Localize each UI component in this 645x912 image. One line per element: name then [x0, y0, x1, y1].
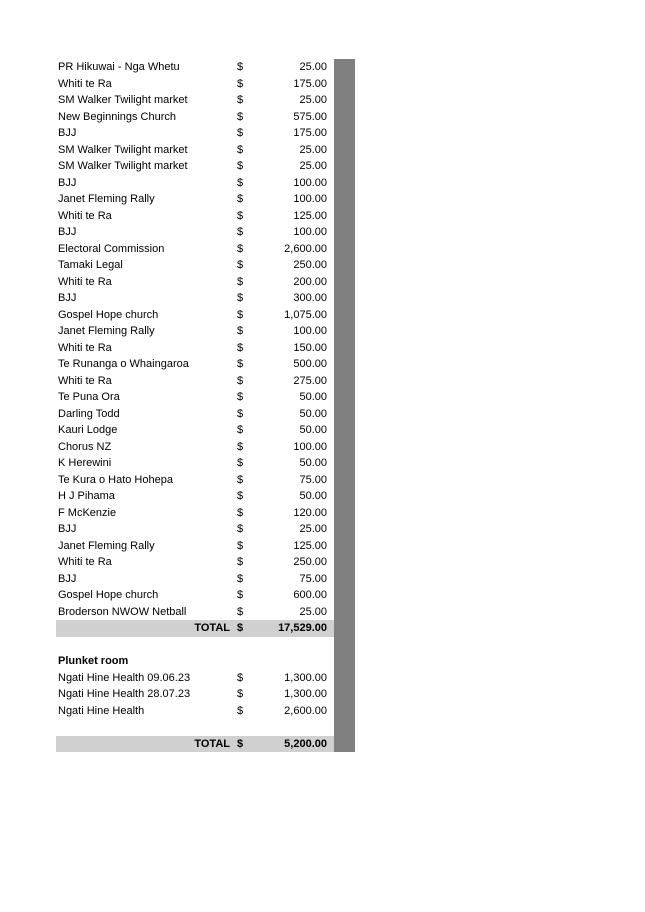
- table-row: [56, 538, 355, 555]
- table-row: [56, 191, 355, 208]
- row-name: BJJ: [58, 523, 77, 535]
- currency-symbol: $: [237, 572, 244, 585]
- row-amount: 25.00: [299, 61, 327, 73]
- grey-column-cell: [334, 686, 355, 703]
- row-amount: 2,600.00: [284, 704, 327, 717]
- grey-column-cell: [334, 109, 355, 126]
- section2-list: [56, 670, 355, 720]
- row-amount: 50.00: [299, 490, 327, 502]
- table-row: [56, 257, 355, 274]
- grey-column-cell: [334, 76, 355, 93]
- row-name: Ngati Hine Health: [58, 704, 145, 717]
- blank-row: [56, 719, 355, 736]
- row-amount: 175.00: [293, 77, 327, 90]
- section1-total-row: [56, 620, 355, 637]
- grey-column-cell: [334, 538, 355, 555]
- currency-symbol: $: [237, 704, 244, 717]
- currency-symbol: $: [237, 424, 244, 436]
- grey-column-cell: [334, 505, 355, 522]
- table-row: [56, 686, 355, 703]
- table-row: [56, 142, 355, 159]
- grey-column-cell: [334, 158, 355, 175]
- table-row: [56, 208, 355, 225]
- row-amount: 250.00: [293, 259, 327, 271]
- table-row: [56, 389, 355, 406]
- grey-column-cell: [334, 274, 355, 291]
- currency-symbol: $: [237, 671, 244, 684]
- grey-column-cell: [334, 59, 355, 76]
- row-amount: 175.00: [293, 127, 327, 139]
- row-amount: 575.00: [293, 110, 327, 123]
- row-name: BJJ: [58, 292, 77, 304]
- row-amount: 50.00: [299, 457, 327, 469]
- currency-symbol: $: [237, 622, 244, 634]
- currency-symbol: $: [237, 457, 244, 469]
- row-name: SM Walker Twilight market: [58, 143, 188, 156]
- grey-column-cell: [334, 670, 355, 687]
- currency-symbol: $: [237, 539, 244, 552]
- currency-symbol: $: [237, 506, 244, 519]
- row-amount: 50.00: [299, 424, 327, 436]
- currency-symbol: $: [237, 94, 244, 106]
- row-name: Whiti te Ra: [58, 374, 112, 387]
- currency-symbol: $: [237, 110, 244, 123]
- table-row: [56, 59, 355, 76]
- row-name: Te Puna Ora: [58, 391, 120, 403]
- grey-column-cell: [334, 554, 355, 571]
- table-row: [56, 373, 355, 390]
- currency-symbol: $: [237, 440, 244, 453]
- row-name: Whiti te Ra: [58, 77, 112, 90]
- section2-heading-row: [56, 653, 355, 670]
- row-name: BJJ: [58, 176, 77, 189]
- row-amount: 1,300.00: [284, 688, 327, 700]
- row-name: Darling Todd: [58, 407, 120, 420]
- row-amount: 100.00: [293, 325, 327, 337]
- row-amount: 50.00: [299, 391, 327, 403]
- row-name: BJJ: [58, 226, 77, 238]
- row-name: Ngati Hine Health 28.07.23: [58, 688, 191, 700]
- currency-symbol: $: [237, 127, 244, 139]
- row-amount: 600.00: [293, 589, 327, 601]
- table-row: [56, 587, 355, 604]
- grey-column-cell: [334, 323, 355, 340]
- grey-column-cell: [334, 92, 355, 109]
- row-amount: 1,300.00: [284, 671, 327, 684]
- grey-column-cell: [334, 241, 355, 258]
- currency-symbol: $: [237, 589, 244, 601]
- table-row: [56, 241, 355, 258]
- grey-column-cell: [334, 521, 355, 538]
- currency-symbol: $: [237, 226, 244, 238]
- row-amount: 25.00: [299, 143, 327, 156]
- currency-symbol: $: [237, 605, 244, 618]
- table-row: [56, 472, 355, 489]
- row-amount: 200.00: [293, 275, 327, 288]
- currency-symbol: $: [237, 275, 244, 288]
- grey-column-cell: [334, 191, 355, 208]
- spreadsheet-page: [56, 59, 355, 752]
- currency-symbol: $: [237, 193, 244, 205]
- total-amount: 17,529.00: [278, 622, 327, 634]
- row-amount: 50.00: [299, 407, 327, 420]
- row-name: Te Runanga o Whaingaroa: [58, 358, 189, 370]
- row-name: PR Hikuwai - Nga Whetu: [58, 61, 180, 73]
- table-row: [56, 455, 355, 472]
- grey-column-cell: [334, 637, 355, 654]
- grey-column-cell: [334, 719, 355, 736]
- row-name: BJJ: [58, 127, 77, 139]
- grey-column-cell: [334, 455, 355, 472]
- row-amount: 300.00: [293, 292, 327, 304]
- table-row: [56, 670, 355, 687]
- row-amount: 250.00: [293, 556, 327, 568]
- row-amount: 25.00: [299, 605, 327, 618]
- grey-column-cell: [334, 142, 355, 159]
- grey-column-cell: [334, 736, 355, 753]
- currency-symbol: $: [237, 242, 244, 255]
- table-row: [56, 703, 355, 720]
- table-row: [56, 274, 355, 291]
- total-label: TOTAL: [194, 737, 230, 750]
- grey-column-cell: [334, 175, 355, 192]
- grey-column-cell: [334, 604, 355, 621]
- row-name: Whiti te Ra: [58, 341, 112, 354]
- grey-column-cell: [334, 653, 355, 670]
- row-name: Tamaki Legal: [58, 259, 123, 271]
- row-amount: 125.00: [293, 539, 327, 552]
- row-name: Whiti te Ra: [58, 209, 112, 222]
- row-amount: 75.00: [299, 473, 327, 486]
- grey-column-cell: [334, 571, 355, 588]
- row-amount: 25.00: [299, 160, 327, 172]
- table-row: [56, 92, 355, 109]
- row-name: Janet Fleming Rally: [58, 193, 155, 205]
- row-name: H J Pihama: [58, 490, 115, 502]
- row-name: Te Kura o Hato Hohepa: [58, 473, 173, 486]
- currency-symbol: $: [237, 341, 244, 354]
- row-name: BJJ: [58, 572, 77, 585]
- table-row: [56, 505, 355, 522]
- row-amount: 275.00: [293, 374, 327, 387]
- currency-symbol: $: [237, 490, 244, 502]
- row-amount: 2,600.00: [284, 242, 327, 255]
- row-name: Janet Fleming Rally: [58, 325, 155, 337]
- grey-column-cell: [334, 373, 355, 390]
- blank-row: [56, 637, 355, 654]
- grey-column-cell: [334, 439, 355, 456]
- currency-symbol: $: [237, 407, 244, 420]
- row-amount: 100.00: [293, 226, 327, 238]
- table-row: [56, 307, 355, 324]
- currency-symbol: $: [237, 209, 244, 222]
- grey-column-cell: [334, 356, 355, 373]
- table-row: [56, 521, 355, 538]
- row-name: Gospel Hope church: [58, 308, 159, 321]
- table-row: [56, 158, 355, 175]
- table-row: [56, 422, 355, 439]
- currency-symbol: $: [237, 77, 244, 90]
- row-name: Ngati Hine Health 09.06.23: [58, 671, 191, 684]
- section-heading: Plunket room: [58, 655, 129, 667]
- grey-column-cell: [334, 620, 355, 637]
- grey-column-cell: [334, 472, 355, 489]
- table-row: [56, 406, 355, 423]
- row-amount: 25.00: [299, 94, 327, 106]
- currency-symbol: $: [237, 308, 244, 321]
- currency-symbol: $: [237, 160, 244, 172]
- row-name: New Beginnings Church: [58, 110, 177, 123]
- currency-symbol: $: [237, 523, 244, 535]
- currency-symbol: $: [237, 325, 244, 337]
- row-amount: 100.00: [293, 176, 327, 189]
- grey-column-cell: [334, 208, 355, 225]
- row-amount: 125.00: [293, 209, 327, 222]
- table-row: [56, 488, 355, 505]
- row-name: K Herewini: [58, 457, 112, 469]
- grey-column-cell: [334, 257, 355, 274]
- table-row: [56, 439, 355, 456]
- currency-symbol: $: [237, 737, 244, 750]
- row-name: SM Walker Twilight market: [58, 160, 188, 172]
- row-amount: 150.00: [293, 341, 327, 354]
- grey-column-cell: [334, 587, 355, 604]
- section2-total-row: [56, 736, 355, 753]
- row-amount: 1,075.00: [284, 308, 327, 321]
- row-name: Electoral Commission: [58, 242, 165, 255]
- currency-symbol: $: [237, 473, 244, 486]
- row-amount: 100.00: [293, 440, 327, 453]
- row-name: SM Walker Twilight market: [58, 94, 188, 106]
- grey-column-cell: [334, 340, 355, 357]
- table-row: [56, 604, 355, 621]
- total-label: TOTAL: [194, 622, 230, 634]
- currency-symbol: $: [237, 374, 244, 387]
- grey-column-cell: [334, 389, 355, 406]
- table-row: [56, 125, 355, 142]
- grey-column-cell: [334, 406, 355, 423]
- table-row: [56, 175, 355, 192]
- table-row: [56, 76, 355, 93]
- row-name: Kauri Lodge: [58, 424, 118, 436]
- row-amount: 120.00: [293, 506, 327, 519]
- currency-symbol: $: [237, 556, 244, 568]
- table-row: [56, 290, 355, 307]
- row-name: Broderson NWOW Netball: [58, 605, 187, 618]
- row-amount: 500.00: [293, 358, 327, 370]
- currency-symbol: $: [237, 176, 244, 189]
- row-name: Janet Fleming Rally: [58, 539, 155, 552]
- table-row: [56, 356, 355, 373]
- grey-column-cell: [334, 703, 355, 720]
- row-name: F McKenzie: [58, 506, 117, 519]
- grey-column-cell: [334, 290, 355, 307]
- table-row: [56, 554, 355, 571]
- table-row: [56, 224, 355, 241]
- currency-symbol: $: [237, 143, 244, 156]
- row-amount: 100.00: [293, 193, 327, 205]
- grey-column-cell: [334, 422, 355, 439]
- row-name: Whiti te Ra: [58, 275, 112, 288]
- table-row: [56, 323, 355, 340]
- currency-symbol: $: [237, 688, 244, 700]
- currency-symbol: $: [237, 358, 244, 370]
- row-name: Whiti te Ra: [58, 556, 112, 568]
- row-name: Gospel Hope church: [58, 589, 159, 601]
- currency-symbol: $: [237, 259, 244, 271]
- currency-symbol: $: [237, 292, 244, 304]
- row-amount: 25.00: [299, 523, 327, 535]
- grey-column-cell: [334, 125, 355, 142]
- table-row: [56, 340, 355, 357]
- total-amount: 5,200.00: [284, 737, 327, 750]
- section1-list: [56, 59, 355, 620]
- table-row: [56, 571, 355, 588]
- grey-column-cell: [334, 307, 355, 324]
- grey-column-cell: [334, 488, 355, 505]
- grey-column-cell: [334, 224, 355, 241]
- row-amount: 75.00: [299, 572, 327, 585]
- row-name: Chorus NZ: [58, 440, 112, 453]
- table-row: [56, 109, 355, 126]
- currency-symbol: $: [237, 391, 244, 403]
- currency-symbol: $: [237, 61, 244, 73]
